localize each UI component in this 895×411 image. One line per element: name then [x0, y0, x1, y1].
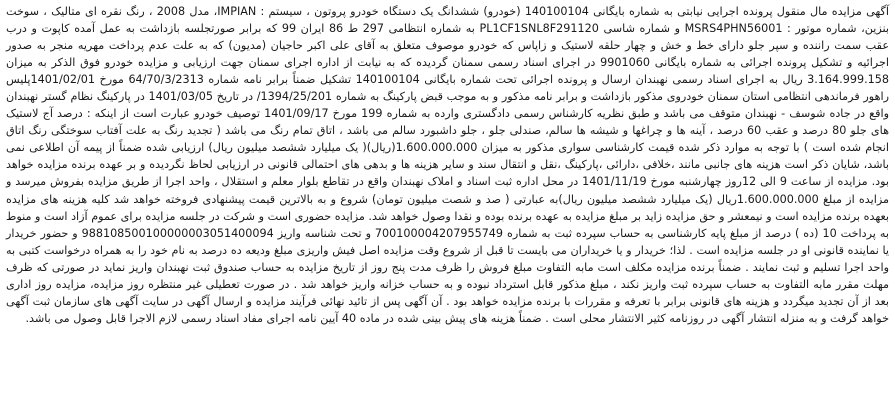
auction-notice-text: آگهی مزایده مال منقول پرونده اجرایی نیابتی به شماره بایگانی 140100104 (خودرو) ششدانگ یک دستگاه خودرو پروتون ، سیستم : IMPIAN، مدل 2008 ، رنگ نقره ای متالیک ، سوخت بنزین، شماره موتور : MSRS4PHN56001 و شماره شاسی PL1CF1SNL8F291120 به شماره انتظامی 297 ط 86 ایران 99 که برابر صورتجلسه بازداشت به عمل آمده کاپوت و درب عقب سمت راننده و سپر جلو دارای خط و خش و چهار حلقه لاستیک و زاپاس که خودرو موصوف متعلق به آقای علی اکبر حاجیان (مدیون) که به علت عدم پرداخت مهریه منجر به صدور اجرائیه و تشکیل پرونده اجرائی به شماره بایگانی 9901060 در اجرای اسناد رسمی سمنان گردیده که به نیابت از اداره اجرای سمنان جهت ارزیابی و مزایده خودرو فوق الذکر به میزان 3.164.999.158 ریال به اجرای اسناد رسمی نهبندان ارسال و پرونده اجرائی تحت شماره بایگانی 140100104 تشکیل ضمناً برابر نامه شماره 64/70/3/2313 مورخ 1401/02/01پلیس راهور فرماندهی انتظامی استان سمنان خودروی مذکور بازداشت و برابر نامه مذکور و به موجب قبض پارکینگ به شماره 1394/25/201/ در تاریخ 1401/03/05 در پارکینگ نظام گستر نهبندان واقع در جاده شوسف - نهبندان متوقف می باشد و طبق نظریه کارشناس رسمی دادگستری وارده به شماره 199 مورخ 1401/09/17 توصیف خودرو عبارت است از اینکه : درصد آج لاستیک های جلو 80 درصد و عقب 60 درصد ، آینه ها و چراغها و شیشه ها سالم، صندلی جلو ، جلو داشبورد سالم می باشد ، اتاق تمام رنگ می باشد ( تجدید رنگ به علت آفتاب سوختگی رنگ اتاق انجام شده است ) با توجه به موارد ذکر شده قیمت کارشناسی سواری مذکور به میزان 1.600.000.000(ریال)( یک میلیارد ششصد میلیون ریال) ارزیابی شده ضمناً از پیمه آن اطلاعی نمی باشد، شایان ذکر است هزینه های جانبی مانند ،خلافی ،دارائی ،پارکینگ ،نقل و انتقال سند و سایر هزینه ها و بدهی های احتمالی قانونی در ارزیابی لحاظ نگردیده و بر عهده برنده مزایده خواهد بود. مزایده از ساعت 9 الی 12روز چهارشنبه مورخ 1401/11/19 در محل اداره ثبت اسناد و املاک نهبندان واقع در تقاطع بلوار معلم و استقلال ، واحد اجرا از طریق مزایده بفروش میرسد و مزایده از مبلغ 1.600.000.000ریال (یک میلیارد ششصد میلیون ریال)به عبارتی ( صد و شصت میلیون تومان) شروع و به بالاترین قیمت پیشنهادی فروخته خواهد شد کلیه هزینه های مزایده بعهده برنده مزایده است و نیمعشر و حق مزایده زاید بر مبلغ مزایده به عهده برنده بوده و نقدا وصول خواهد شد. مزایده حضوری است و شرکت در جلسه مزایده برای عموم آزاد است و منوط به پرداخت 10 (ده ) درصد از مبلغ پایه کارشناسی به حساب سپرده ثبت به شماره 700100004207955749 و تحت شناسه واریز 988108500100000003051400094 و حضور خریدار یا نماینده قانونی او در جلسه مزایده است . لذا؛ خریدار و یا خریداران می بایست تا قبل از شروع وقت مزایده اصل فیش واریزی مبلغ ودیعه ده درصد به نام خود را به همراه درخواست کتبی به واحد اجرا تسلیم و ثبت نمایند . ضمناً برنده مزایده مکلف است مابه التفاوت مبلغ فروش را ظرف مدت پنج روز از تاریخ مزایده به حساب صندوق ثبت نهبندان واریز نماید در صورتی که ظرف مهلت مقرر مابه التفاوت به حساب سپرده ثبت واریز نکند ، مبلغ مذکور قابل استرداد نبوده و به حساب خزانه واریز خواهد شد . در صورت تعطیلی غیر منتظره روز مزایده، مزایده روز اداری بعد از آن تجدید میگردد و هزینه های قانونی برابر با تعرفه و مقررات با برنده مزایده خواهد بود . آن آگهی پس از تائید نهائی فرآیند مزایده و ارسال آگهی در سایت آگهی های سازمان ثبت آگهی خواهد گرفت و به منزله انتشار آگهی در روزنامه کثیر الانتشار محلی است . ضمناً هزینه های پیش بینی شده در ماده 40 آیین نامه اجرای مفاد اسناد رسمی لازم الاجرا قابل وصول می باشد. — [6, 5, 890, 325]
